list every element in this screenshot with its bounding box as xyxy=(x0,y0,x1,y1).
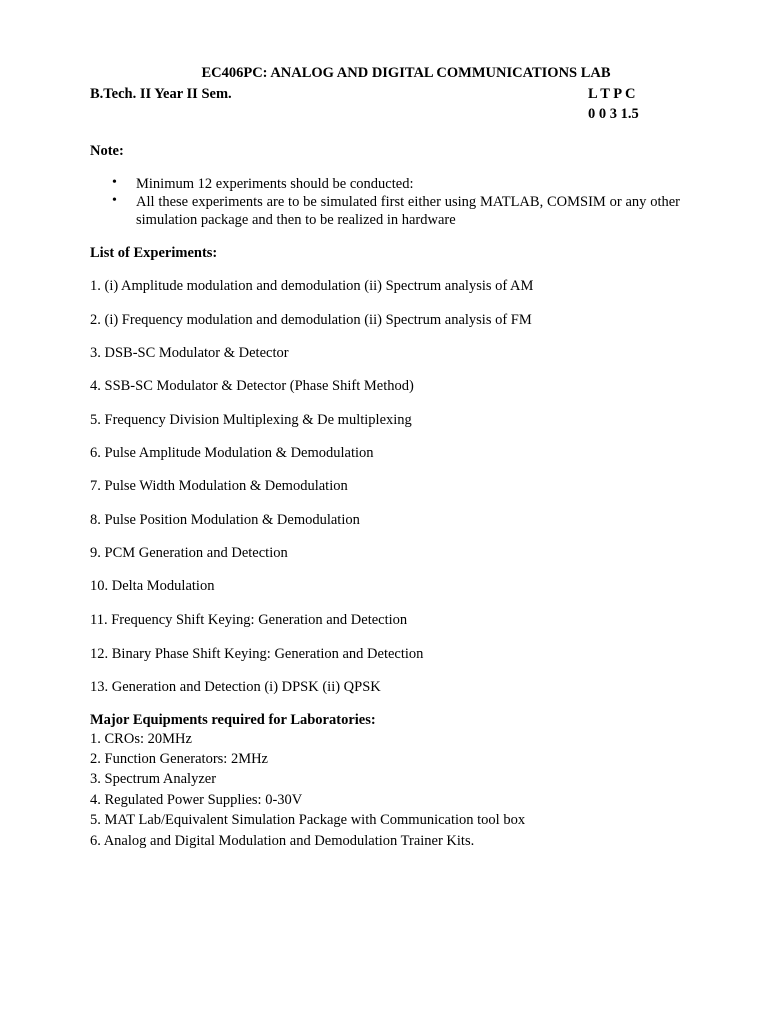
experiment-item: 8. Pulse Position Modulation & Demodulation xyxy=(90,512,360,528)
ltpc-values: 0 0 3 1.5 xyxy=(588,106,639,122)
equipment-item: 1. CROs: 20MHz xyxy=(90,731,192,747)
experiment-item: 6. Pulse Amplitude Modulation & Demodulation xyxy=(90,445,374,461)
experiment-item: 4. SSB-SC Modulator & Detector (Phase Shift Method) xyxy=(90,378,414,394)
experiment-item: 13. Generation and Detection (i) DPSK (ii) QPSK xyxy=(90,679,381,695)
experiment-item: 7. Pulse Width Modulation & Demodulation xyxy=(90,478,348,494)
bullet-icon: • xyxy=(112,193,117,208)
note-heading: Note: xyxy=(90,143,124,159)
equipment-heading: Major Equipments required for Laboratories: xyxy=(90,712,376,728)
equipment-item: 5. MAT Lab/Equivalent Simulation Package with Communication tool box xyxy=(90,812,526,828)
equipment-item: 4. Regulated Power Supplies: 0-30V xyxy=(90,792,303,808)
experiment-item: 12. Binary Phase Shift Keying: Generation and Detection xyxy=(90,646,424,662)
experiment-item: 9. PCM Generation and Detection xyxy=(90,545,288,561)
experiment-item: 1. (i) Amplitude modulation and demodulation (ii) Spectrum analysis of AM xyxy=(90,278,534,294)
equipment-item: 6. Analog and Digital Modulation and Demodulation Trainer Kits. xyxy=(90,833,475,849)
note-bullet: All these experiments are to be simulated first either using MATLAB, COMSIM or any other simulation package and then to be realized in hardware xyxy=(136,194,680,228)
experiment-item: 10. Delta Modulation xyxy=(90,578,215,594)
experiment-item: 2. (i) Frequency modulation and demodulation (ii) Spectrum analysis of FM xyxy=(90,312,532,328)
ltpc-labels: L T P C xyxy=(588,86,636,102)
equipment-item: 2. Function Generators: 2MHz xyxy=(90,751,268,767)
bullet-icon: • xyxy=(112,175,117,190)
course-title: EC406PC: ANALOG AND DIGITAL COMMUNICATIONS LAB xyxy=(201,65,611,81)
note-bullet: Minimum 12 experiments should be conducted: xyxy=(136,176,414,192)
program-label: B.Tech. II Year II Sem. xyxy=(90,86,232,102)
experiment-item: 11. Frequency Shift Keying: Generation and Detection xyxy=(90,612,408,628)
experiment-item: 3. DSB-SC Modulator & Detector xyxy=(90,345,289,361)
equipment-item: 3. Spectrum Analyzer xyxy=(90,771,217,787)
experiment-item: 5. Frequency Division Multiplexing & De multiplexing xyxy=(90,412,412,428)
experiments-heading: List of Experiments: xyxy=(90,245,218,261)
